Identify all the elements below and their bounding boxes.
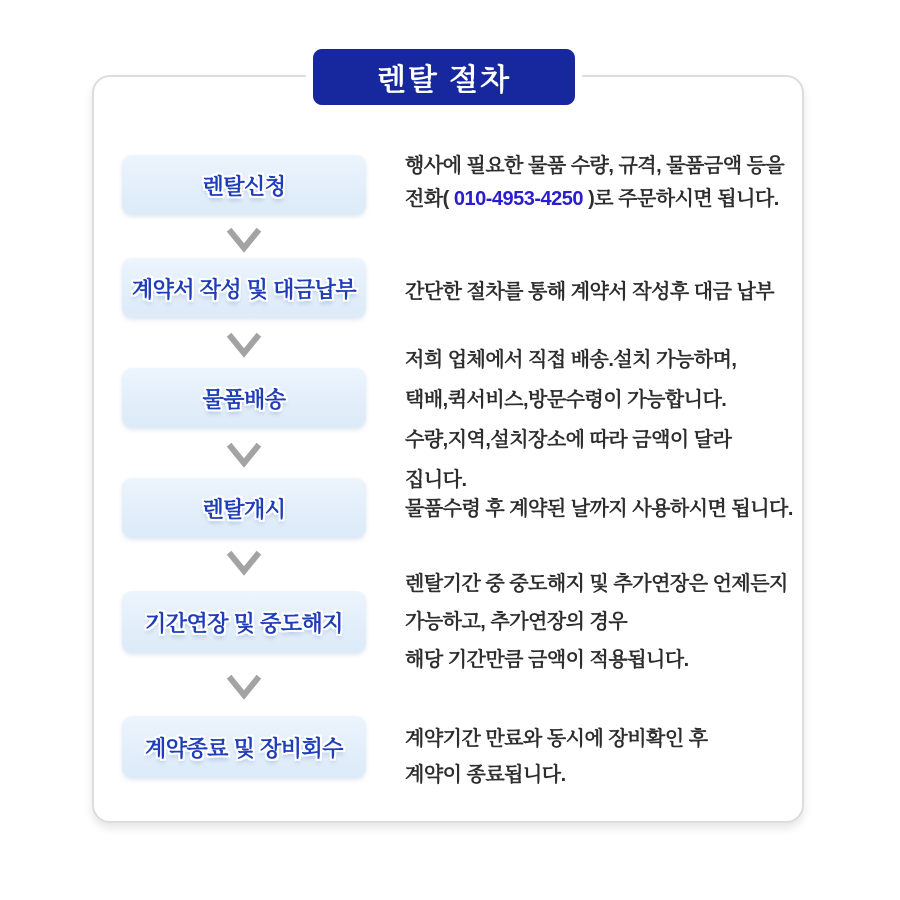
step-box-extension-or-termination bbox=[122, 591, 366, 653]
step-description-rental-start bbox=[405, 494, 815, 524]
chevron-down-icon bbox=[224, 550, 264, 578]
description-line: 계약이 종료됩니다. bbox=[405, 764, 566, 786]
description-line: 간단한 절차를 통해 계약서 작성후 대금 납부 bbox=[405, 281, 775, 303]
page-title-box bbox=[306, 42, 582, 112]
step-box-rental-application bbox=[122, 155, 366, 215]
description-line: 렌탈기간 중 중도해지 및 추가연장은 언제든지 bbox=[405, 573, 788, 595]
step-description-item-delivery bbox=[405, 340, 815, 500]
description-line: 저희 업체에서 직접 배송.설치 가능하며, bbox=[405, 349, 737, 371]
description-line bbox=[405, 183, 815, 216]
step-label: 계약종료 및 장비회수 bbox=[145, 735, 343, 761]
description-line: 계약기간 만료와 동시에 장비확인 후 bbox=[405, 728, 708, 750]
step-description-contract-end-equipment-return bbox=[405, 721, 815, 793]
description-line: 행사에 필요한 물품 수량, 규격, 물품금액 등을 bbox=[405, 155, 785, 177]
description-line: 집니다. bbox=[405, 469, 467, 491]
step-box-rental-start bbox=[122, 478, 366, 538]
phone-prefix: 전화( bbox=[405, 188, 454, 210]
description-line: 수량,지역,설치장소에 따라 금액이 달라 bbox=[405, 429, 732, 451]
description-line: 택배,퀵서비스,방문수령이 가능합니다. bbox=[405, 389, 727, 411]
step-label: 렌탈신청 bbox=[202, 173, 286, 199]
chevron-down-icon bbox=[224, 674, 264, 702]
chevron-down-icon bbox=[224, 227, 264, 255]
step-label: 기간연장 및 중도해지 bbox=[145, 610, 343, 636]
chevron-down-icon bbox=[224, 332, 264, 360]
step-box-item-delivery bbox=[122, 368, 366, 428]
step-description-contract-and-payment bbox=[405, 277, 815, 307]
page-title: 렌탈 절차 bbox=[376, 64, 512, 97]
phone-suffix: )로 주문하시면 됩니다. bbox=[583, 188, 779, 210]
description-line: 물품수령 후 계약된 날까지 사용하시면 됩니다. bbox=[405, 498, 793, 520]
description-line: 가능하고, 추가연장의 경우 bbox=[405, 611, 628, 633]
step-description-extension-or-termination bbox=[405, 565, 815, 679]
step-label: 계약서 작성 및 대금납부 bbox=[131, 276, 357, 302]
step-label: 렌탈개시 bbox=[202, 496, 286, 522]
step-box-contract-end-equipment-return bbox=[122, 716, 366, 778]
step-box-contract-and-payment bbox=[122, 258, 366, 318]
step-description-rental-application bbox=[405, 150, 815, 216]
chevron-down-icon bbox=[224, 442, 264, 470]
phone-number: 010-4953-4250 bbox=[453, 188, 584, 210]
step-label: 물품배송 bbox=[202, 386, 286, 412]
description-line: 해당 기간만큼 금액이 적용됩니다. bbox=[405, 649, 689, 671]
